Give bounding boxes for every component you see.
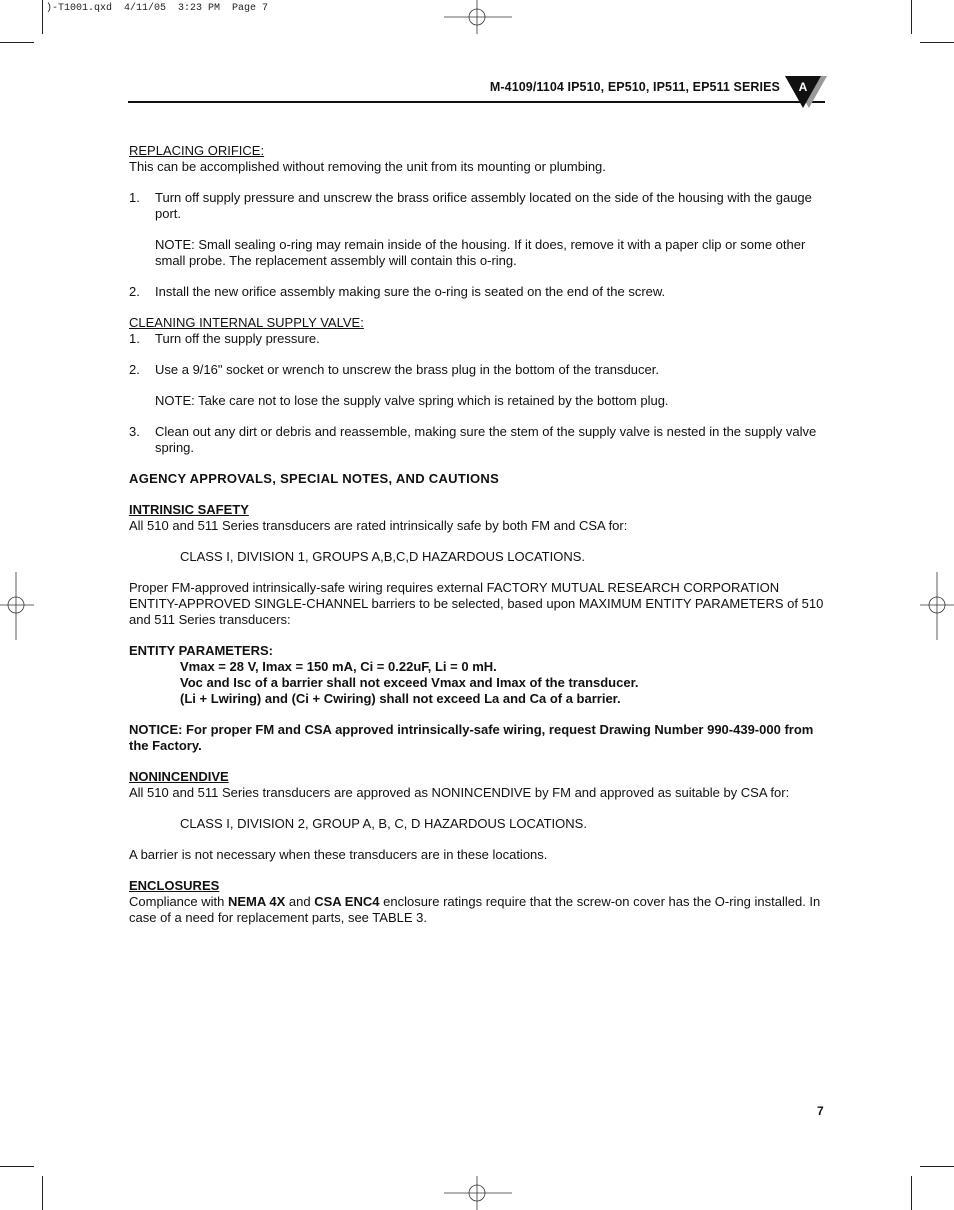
registration-mark-icon xyxy=(0,572,34,640)
list-number: 2. xyxy=(129,362,140,377)
nonincendive-heading: NONINCENDIVE xyxy=(129,769,229,784)
nonincendive-intro: All 510 and 511 Series transducers are approved as NONINCENDIVE by FM and approved as suitable by CSA for: xyxy=(129,785,790,800)
entity-parameter-line: Vmax = 28 V, Imax = 150 mA, Ci = 0.22uF, Li = 0 mH. xyxy=(180,659,497,674)
entity-parameters-heading: ENTITY PARAMETERS: xyxy=(129,643,273,658)
registration-mark-icon xyxy=(444,1176,512,1210)
series-title: M-4109/1104 IP510, EP510, IP511, EP511 SERIES xyxy=(489,80,780,94)
enclosures-heading: ENCLOSURES xyxy=(129,878,220,893)
crop-mark xyxy=(42,0,43,34)
intrinsic-safety-intro: All 510 and 511 Series transducers are rated intrinsically safe by both FM and CSA for: xyxy=(129,518,628,533)
replacing-orifice-intro: This can be accomplished without removing the unit from its mounting or plumbing. xyxy=(129,159,606,174)
enclosures-text xyxy=(129,894,829,926)
crop-mark xyxy=(911,1176,912,1210)
page-content xyxy=(129,143,829,926)
list-item xyxy=(129,362,829,378)
list-text: Clean out any dirt or debris and reassemble, making sure the stem of the supply valve is nested in the supply valve spring. xyxy=(155,424,817,455)
list-item xyxy=(129,190,829,222)
print-slug: )-T1001.qxd 4/11/05 3:23 PM Page 7 xyxy=(46,3,269,14)
list-text: Turn off supply pressure and unscrew the brass orifice assembly located on the side of the housing with the gauge port. xyxy=(155,190,812,221)
list-item xyxy=(129,331,829,347)
agency-section-heading: AGENCY APPROVALS, SPECIAL NOTES, AND CAUTIONS xyxy=(129,471,500,486)
enclosures-text-part: Compliance with xyxy=(129,894,228,909)
csa-rating: CSA ENC4 xyxy=(314,894,380,909)
section-tab-badge xyxy=(785,76,827,110)
intrinsic-safety-heading: INTRINSIC SAFETY xyxy=(129,502,249,517)
crop-mark xyxy=(42,1176,43,1210)
hazard-class-text: CLASS I, DIVISION 1, GROUPS A,B,C,D HAZARDOUS LOCATIONS. xyxy=(180,549,586,564)
registration-mark-icon xyxy=(444,0,512,34)
section-tab-letter: A xyxy=(798,80,808,94)
list-text: Install the new orifice assembly making sure the o-ring is seated on the end of the screw. xyxy=(155,284,666,299)
entity-parameter-line: Voc and Isc of a barrier shall not exceed Vmax and Imax of the transducer. xyxy=(180,675,639,690)
header-rule xyxy=(128,101,825,103)
notice-text: NOTICE: For proper FM and CSA approved intrinsically-safe wiring, request Drawing Number 990-439-000 from the Factory. xyxy=(129,722,814,753)
list-number: 2. xyxy=(129,284,140,299)
crop-mark xyxy=(920,42,954,43)
nema-rating: NEMA 4X xyxy=(228,894,286,909)
hazard-class-text: CLASS I, DIVISION 2, GROUP A, B, C, D HAZARDOUS LOCATIONS. xyxy=(180,816,587,831)
list-number: 3. xyxy=(129,424,140,439)
enclosures-text-part: and xyxy=(285,894,315,909)
crop-mark xyxy=(920,1166,954,1167)
list-text: Turn off the supply pressure. xyxy=(155,331,320,346)
entity-parameter-line: (Li + Lwiring) and (Ci + Cwiring) shall not exceed La and Ca of a barrier. xyxy=(180,691,621,706)
list-item xyxy=(129,284,829,300)
list-text: Use a 9/16" socket or wrench to unscrew the brass plug in the bottom of the transducer. xyxy=(155,362,659,377)
registration-mark-icon xyxy=(920,572,954,640)
note-text: NOTE: Small sealing o-ring may remain inside of the housing. If it does, remove it with a paper clip or some other small probe. The replacement assembly will contain this o-ring. xyxy=(155,237,806,268)
cleaning-valve-heading: CLEANING INTERNAL SUPPLY VALVE: xyxy=(129,315,364,330)
crop-mark xyxy=(911,0,912,34)
wiring-requirements-text: Proper FM-approved intrinsically-safe wiring requires external FACTORY MUTUAL RESEARCH CORPORATION ENTITY-APPROVED SINGLE-CHANNEL barriers to be selected, based upon MAXIMUM ENTITY PARAMETERS of 510 and 511 Series transducers: xyxy=(129,580,824,627)
list-number: 1. xyxy=(129,190,140,205)
note-text: NOTE: Take care not to lose the supply valve spring which is retained by the bottom plug. xyxy=(155,393,669,408)
barrier-note-text: A barrier is not necessary when these transducers are in these locations. xyxy=(129,847,548,862)
list-number: 1. xyxy=(129,331,140,346)
enclosures-text-part: enclosure ratings require that the screw-on cover has the O-ring installed. In case of a need for replacement parts, see TABLE 3. xyxy=(129,894,821,925)
crop-mark xyxy=(0,42,34,43)
list-item xyxy=(129,424,829,456)
crop-mark xyxy=(0,1166,34,1167)
page-number: 7 xyxy=(817,1104,824,1118)
replacing-orifice-heading: REPLACING ORIFICE: xyxy=(129,143,265,158)
